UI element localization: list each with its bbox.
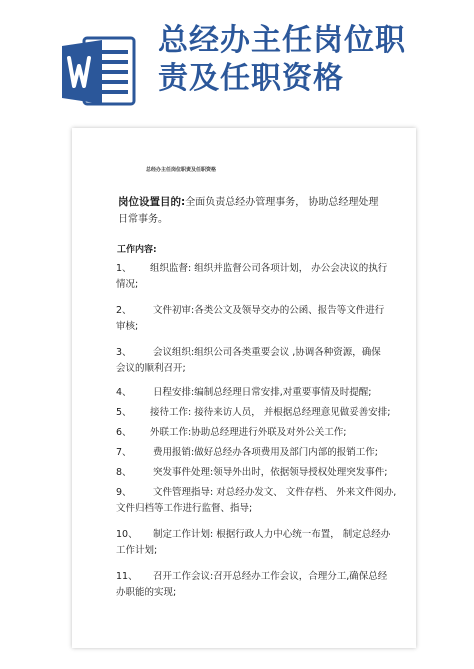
item-number: 4、 [116,387,132,398]
content-label: 工作内容: [117,245,157,255]
header-banner [0,0,474,118]
item-number: 11、 [116,571,138,582]
document-small-title: 总经办主任岗位职责及任职资格 [146,167,217,173]
item-number: 7、 [116,447,132,458]
setup-text-1: 全面负责总经办管理事务， 协助总经理处理 [185,197,379,208]
item-number: 6、 [116,427,132,438]
setup-text-2: 日常事务。 [118,214,168,225]
item-number: 5、 [116,407,132,418]
item-text-line-1: 召开工作会议:召开总经办工作会议，合理分工,确保总经 [150,571,388,582]
item-text-line-1: 制定工作计划: 根据行政人力中心统一布置， 制定总经办 [150,529,391,540]
item-number: 9、 [116,487,132,498]
item-text-line-1: 费用报销:做好总经办各项费用及部门内部的报销工作; [150,447,378,458]
item-text-line-2: 审核; [116,321,139,332]
item-text-line-2: 办职能的实现; [116,587,177,598]
list-item [116,385,406,401]
list-item [116,527,406,559]
item-text-line-1: 文件初审:各类公文及领导交办的公函、报告等文件进行 [150,305,385,316]
item-text-line-1: 突发事件处理:领导外出时，依据领导授权处理突发事件; [150,467,388,478]
list-item [116,465,406,481]
item-text-line-2: 文件归档等工作进行监督、指导; [116,503,253,514]
list-item [116,405,406,421]
work-item-list [116,261,406,601]
document-page [72,128,416,648]
item-number: 10、 [116,529,138,540]
list-item [116,261,406,293]
item-text-line-2: 工作计划; [116,545,158,556]
list-item [116,345,406,377]
item-text-line-1: 会议组织:组织公司各类重要会议 ,协调各种资源，确保 [150,347,381,358]
item-text-line-2: 会议的顺利召开; [116,363,186,374]
setup-purpose [118,194,398,228]
title-line-2: 责及任职资格 [158,61,344,96]
list-item [116,303,406,335]
item-text-line-1: 日程安排:编制总经理日常安排,对重要事情及时提醒; [150,387,372,398]
list-item [116,485,406,517]
item-number: 1、 [116,263,132,274]
list-item [116,445,406,461]
item-text-line-1: 接待工作: 接待来访人员， 并根据总经理意见做妥善安排; [150,407,391,418]
item-text-line-1: 外联工作:协助总经理进行外联及对外公关工作; [150,427,347,438]
page-title [158,22,458,98]
item-number: 3、 [116,347,132,358]
list-item [116,569,406,601]
word-app-icon [62,36,138,108]
item-number: 8、 [116,467,132,478]
title-line-1: 总经办主任岗位职 [158,23,406,58]
setup-label: 岗位设置目的: [118,196,186,208]
item-text-line-1: 文件管理指导: 对总经办发文、 文件存档、 外来文件阅办, [150,487,397,498]
item-text-line-1: 组织监督: 组织并监督公司各项计划， 办公会决议的执行 [150,263,388,274]
list-item [116,425,406,441]
item-number: 2、 [116,305,132,316]
item-text-line-2: 情况; [116,279,139,290]
